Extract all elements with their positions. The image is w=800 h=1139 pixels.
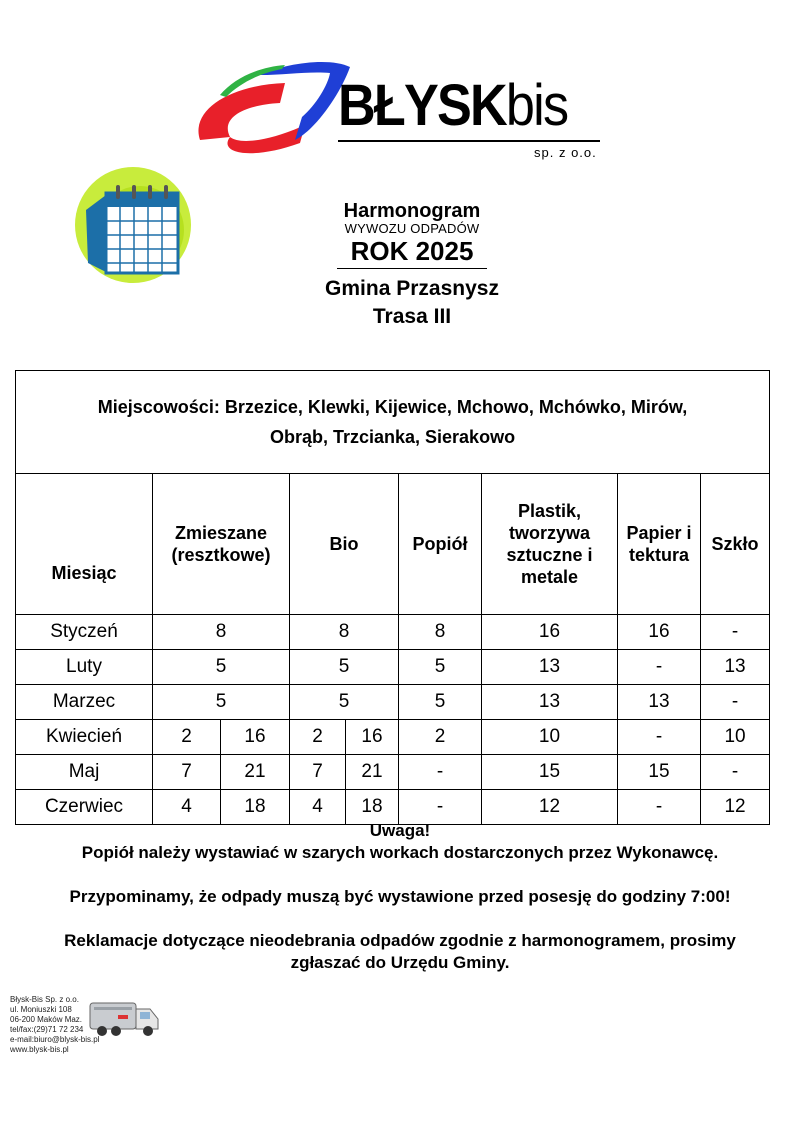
month-cell: Luty <box>16 650 153 685</box>
table-row <box>16 615 770 650</box>
header-divider <box>337 268 487 269</box>
note-complaints-line-1: Reklamacje dotyczące nieodebrania odpadów zgodnie z harmonogramem, prosimy <box>64 931 736 950</box>
header-plastic-line-2: tworzywa <box>508 523 591 543</box>
footer-company: Błysk-Bis Sp. z o.o. <box>10 995 79 1004</box>
bio-cell: 5 <box>290 685 399 720</box>
mixed-cell-second: 21 <box>221 755 290 790</box>
footer-city: 06-200 Maków Maz. <box>10 1015 83 1024</box>
bio-cell: 5 <box>290 650 399 685</box>
mixed-cell-second: 16 <box>221 720 290 755</box>
calendar-icon <box>68 165 193 285</box>
ash-cell: 2 <box>399 720 482 755</box>
schedule-header <box>262 200 562 331</box>
footer-phone: tel/fax:(29)71 72 234 <box>10 1025 84 1034</box>
ash-cell: - <box>399 755 482 790</box>
mixed-cell: 8 <box>153 615 290 650</box>
collection-schedule-table <box>15 370 770 825</box>
plastic-cell: 16 <box>482 615 618 650</box>
mixed-cell: 5 <box>153 650 290 685</box>
header-row <box>16 474 770 615</box>
ash-cell: 8 <box>399 615 482 650</box>
month-cell: Maj <box>16 755 153 790</box>
footer-contact <box>10 995 99 1055</box>
note-complaints-line-2: zgłaszać do Urzędu Gminy. <box>290 953 510 972</box>
header-route: Trasa III <box>372 305 452 328</box>
header-bio: Bio <box>290 474 399 615</box>
table-row <box>16 755 770 790</box>
logo-wordmark: BŁYSKbis <box>338 73 568 138</box>
header-year: ROK 2025 <box>350 236 474 266</box>
header-plastic-line-3: sztuczne i <box>506 545 593 565</box>
plastic-cell: 13 <box>482 650 618 685</box>
notes-section <box>0 820 800 974</box>
header-plastic <box>482 474 618 615</box>
month-cell: Styczeń <box>16 615 153 650</box>
logo-subtitle: sp. z o.o. <box>534 145 597 160</box>
header-title: Harmonogram <box>343 200 481 222</box>
bio-cell-first: 2 <box>290 720 346 755</box>
footer-street: ul. Moniuszki 108 <box>10 1005 72 1014</box>
bio-cell-first: 7 <box>290 755 346 790</box>
header-paper <box>618 474 701 615</box>
bio-cell-first: 4 <box>290 790 346 825</box>
header-mixed <box>153 474 290 615</box>
paper-cell: - <box>618 720 701 755</box>
mixed-cell: 5 <box>153 685 290 720</box>
header-month: Miesiąc <box>16 474 153 615</box>
mixed-cell-first: 4 <box>153 790 221 825</box>
ash-cell: 5 <box>399 650 482 685</box>
mixed-cell-first: 2 <box>153 720 221 755</box>
glass-cell: - <box>701 615 770 650</box>
header-paper-line-1: Papier i <box>626 523 692 543</box>
paper-cell: - <box>618 790 701 825</box>
bio-cell: 8 <box>290 615 399 650</box>
paper-cell: 13 <box>618 685 701 720</box>
ash-cell: 5 <box>399 685 482 720</box>
month-cell: Kwiecień <box>16 720 153 755</box>
paper-cell: - <box>618 650 701 685</box>
plastic-cell: 10 <box>482 720 618 755</box>
header-paper-line-2: tektura <box>628 545 690 565</box>
logo-underline <box>338 140 600 142</box>
bio-cell-second: 18 <box>346 790 399 825</box>
plastic-cell: 12 <box>482 790 618 825</box>
locations-cell <box>16 371 770 474</box>
locations-line-1: Miejscowości: Brzezice, Klewki, Kijewice, Mchowo, Mchówko, Mirów, <box>97 397 688 417</box>
header-gmina: Gmina Przasnysz <box>325 277 499 300</box>
mixed-cell-second: 18 <box>221 790 290 825</box>
header-ash: Popiół <box>399 474 482 615</box>
note-reminder: Przypominamy, że odpady muszą być wystawione przed posesję do godziny 7:00! <box>69 887 731 906</box>
glass-cell: - <box>701 755 770 790</box>
plastic-cell: 15 <box>482 755 618 790</box>
table-row <box>16 685 770 720</box>
header-mixed-line-2: (resztkowe) <box>171 545 271 565</box>
glass-cell: 12 <box>701 790 770 825</box>
table-row <box>16 650 770 685</box>
table-row <box>16 720 770 755</box>
header-subtitle: WYWOZU ODPADÓW <box>344 221 480 236</box>
logo-swoosh-icon <box>190 55 360 165</box>
header-mixed-line-1: Zmieszane <box>174 523 268 543</box>
note-attention: Uwaga! <box>369 821 431 840</box>
glass-cell: 10 <box>701 720 770 755</box>
plastic-cell: 13 <box>482 685 618 720</box>
glass-cell: - <box>701 685 770 720</box>
locations-row <box>16 371 770 474</box>
locations-line-2: Obrąb, Trzcianka, Sierakowo <box>269 427 516 447</box>
bio-cell-second: 21 <box>346 755 399 790</box>
footer-email: e-mail:biuro@blysk-bis.pl <box>10 1035 100 1044</box>
note-ash-info: Popiół należy wystawiać w szarych workach dostarczonych przez Wykonawcę. <box>81 843 719 862</box>
paper-cell: 15 <box>618 755 701 790</box>
garbage-truck-icon <box>88 995 163 1040</box>
footer-web: www.blysk-bis.pl <box>10 1045 69 1054</box>
month-cell: Marzec <box>16 685 153 720</box>
header-glass: Szkło <box>701 474 770 615</box>
month-cell: Czerwiec <box>16 790 153 825</box>
bio-cell-second: 16 <box>346 720 399 755</box>
header-plastic-line-1: Plastik, <box>517 501 582 521</box>
company-logo <box>190 55 610 165</box>
mixed-cell-first: 7 <box>153 755 221 790</box>
header-plastic-line-4: metale <box>520 567 579 587</box>
paper-cell: 16 <box>618 615 701 650</box>
ash-cell: - <box>399 790 482 825</box>
glass-cell: 13 <box>701 650 770 685</box>
